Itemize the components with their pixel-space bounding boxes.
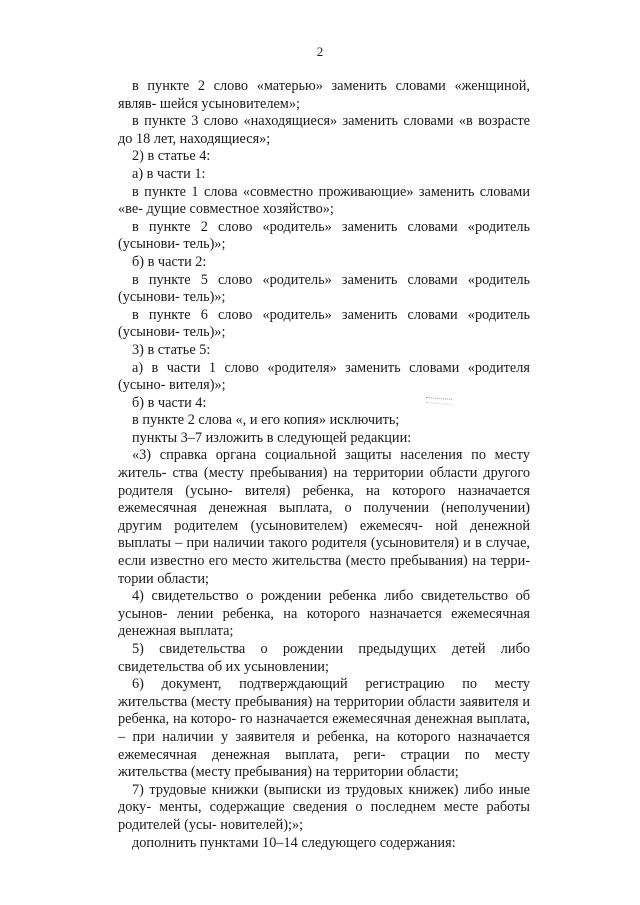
paragraph-amend-punkt-2-parent: в пункте 2 слово «родитель» заменить словами «родитель (усынови- тель)»; [118,218,530,253]
paragraph-part-2: б) в части 2: [132,253,207,270]
paragraph-exclude-copy: в пункте 2 слова «, и его копия» исключить; [132,412,400,429]
paragraph-part-1-parent: а) в части 1 слово «родителя» заменить словами «родителя (усыно- вителя)»; [118,359,530,394]
paragraph-amend-punkt-1-household: в пункте 1 слова «совместно проживающие» заменить словами «ве- дущие совместное хозяйство»; [118,183,530,218]
paragraph-amend-punkt-3-age: в пункте 3 слово «находящиеся» заменить словами «в возрасте до 18 лет, находящиеся»; [118,113,530,147]
paragraph-item-4-birth-certificate: 4) свидетельство о рождении ребенка либо свидетельство об усынов- лении ребенка, на которого назначается ежемесячная денежная выплата; [118,588,530,640]
paragraph-add-items-10-14: дополнить пунктами 10–14 следующего содержания: [132,834,456,851]
paragraph-item-6-registration: 6) документ, подтверждающий регистрацию по месту жительства (месту пребывания) на территории области заявителя и ребенка, на которо- го назначается ежемесячная денежная выплата, – при наличии у заявителя и ребенка, на которого назначается ежемесячная денежная выплата, реги- страции по месту жительства (месту пребывания) на территории области; [118,676,530,781]
paragraph-article-5: 3) в статье 5: [132,341,211,358]
paragraph-item-5-previous-children: 5) свидетельства о рождении предыдущих детей либо свидетельства об их усыновлении; [118,641,530,675]
paragraph-amend-punkt-2-mother: в пункте 2 слово «матерью» заменить словами «женщиной, являв- шейся усыновителем»; [118,78,530,112]
paragraph-item-7-work-books: 7) трудовые книжки (выписки из трудовых книжек) либо иные доку- менты, содержащие сведения о последнем месте работы родителей (усы- новителей);»; [118,781,530,833]
paragraph-amend-punkt-6-parent: в пункте 6 слово «родитель» заменить словами «родитель (усынови- тель)»; [118,306,530,341]
paragraph-article-4: 2) в статье 4: [132,148,211,165]
paragraph-part-1: а) в части 1: [132,165,206,182]
paragraph-amend-punkt-5-parent: в пункте 5 слово «родитель» заменить словами «родитель (усынови- тель)»; [118,271,530,306]
paragraph-new-wording: пункты 3–7 изложить в следующей редакции: [132,429,412,446]
paragraph-item-3-certificate: «3) справка органа социальной защиты населения по месту житель- ства (месту пребывания) на территории области другого родителя (усыно- вителя) ребенка, на которого назначается ежемесячная денежная выплата, о получении (неполучении) другим родителем (усыновителем) ежемесяч- ной денежной выплаты – при наличии такого родителя (усыновителя) и в случае, если известно его место жительства (место пребывания) на терри- тории области; [118,447,530,587]
document-body [118,78,530,852]
paragraph-part-4: б) в части 4: [132,394,207,411]
page-number: 2 [316,44,324,59]
